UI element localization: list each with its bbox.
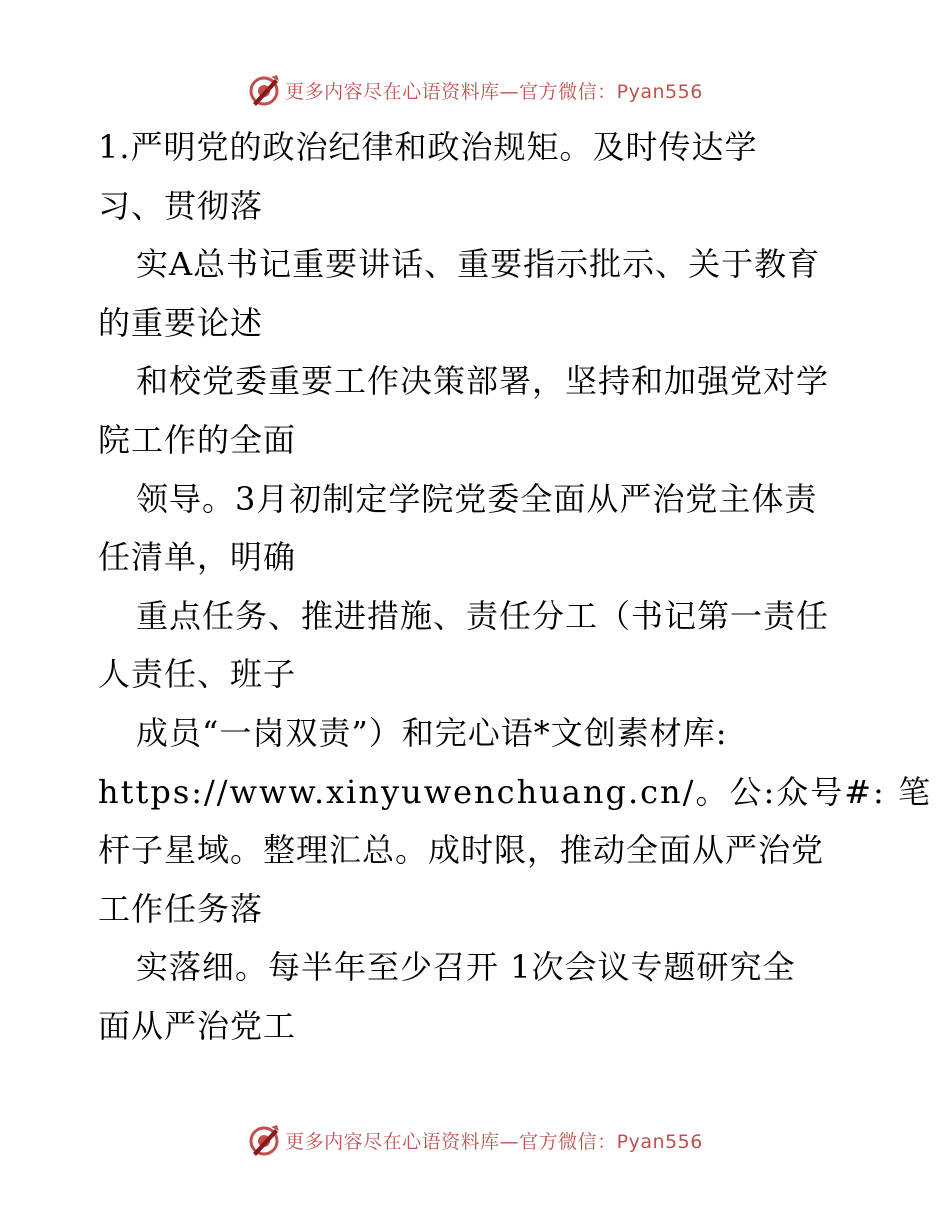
paragraph-line: 院工作的全面 [98, 420, 297, 459]
paragraph-line: 杆子星域。整理汇总。成时限，推动全面从严治党 [98, 831, 825, 870]
paragraph-line: 任清单，明确 [98, 538, 297, 577]
pen-seal-logo-icon [247, 1123, 281, 1157]
paragraph-line: 习、贯彻落 [98, 186, 264, 225]
paragraph-line: 人责任、班子 [98, 655, 297, 694]
paragraph-line: 成员“一岗双责”）和完心语*文创素材库: [136, 713, 728, 752]
paragraph-line: 领导。3月初制定学院党委全面从严治党主体责 [136, 479, 818, 518]
paragraph-line-url: https://www.xinyuwenchuang.cn/。公:众号#: 笔 [98, 772, 932, 811]
paragraph-line: 工作任务落 [98, 889, 264, 928]
paragraph-line: 和校党委重要工作决策部署，坚持和加强党对学 [136, 362, 830, 401]
paragraph-line: 的重要论述 [98, 303, 264, 342]
paragraph-line: 面从严治党工 [98, 1006, 297, 1045]
paragraph-line: 1.严明党的政治纪律和政治规矩。及时传达学 [98, 128, 758, 166]
header-banner [0, 70, 950, 110]
document-body [98, 118, 932, 1056]
paragraph-line: 重点任务、推进措施、责任分工（书记第一责任 [136, 596, 830, 635]
paragraph-line: 实落细。每半年至少召开 1次会议专题研究全 [136, 948, 796, 987]
header-banner-text: 更多内容尽在心语资料库—官方微信：Pyan556 [285, 80, 703, 103]
footer-banner [0, 1120, 950, 1160]
footer-banner-text: 更多内容尽在心语资料库—官方微信：Pyan556 [285, 1130, 703, 1153]
paragraph-line: 实A总书记重要讲话、重要指示批示、关于教育 [136, 245, 821, 284]
pen-seal-logo-icon [247, 73, 281, 107]
